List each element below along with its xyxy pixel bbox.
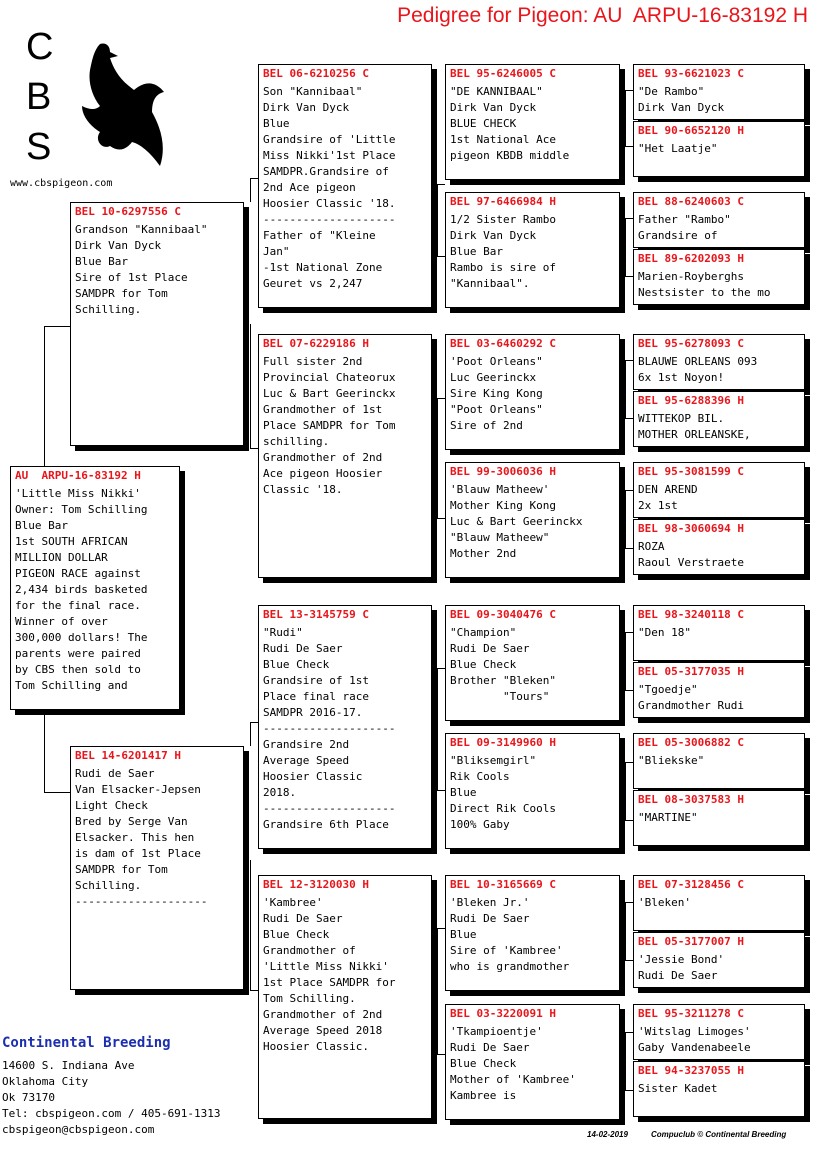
pigeon-silhouette-icon xyxy=(60,40,172,172)
pigeon-ring-number: BEL 10-6297556 C xyxy=(75,205,181,218)
pigeon-details: "Den 18" xyxy=(638,626,691,639)
great-great-grandparent-card[interactable] xyxy=(633,192,805,248)
pigeon-details: Father "Rambo" Grandsire of xyxy=(638,213,731,242)
great-grandparent-card[interactable] xyxy=(445,64,620,180)
great-great-grandparent-card[interactable] xyxy=(633,1004,805,1060)
pigeon-ring-number: BEL 06-6210256 C xyxy=(263,67,369,80)
pigeon-ring-number: BEL 05-3177035 H xyxy=(638,665,744,678)
great-great-grandparent-card[interactable] xyxy=(633,121,805,177)
great-grandparent-card[interactable] xyxy=(445,1004,620,1120)
pigeon-ring-number: BEL 08-3037583 H xyxy=(638,793,744,806)
pigeon-ring-number: BEL 13-3145759 C xyxy=(263,608,369,621)
great-great-grandparent-card[interactable] xyxy=(633,64,805,120)
great-great-grandparent-card[interactable] xyxy=(633,605,805,661)
pigeon-details: 'Witslag Limoges' Gaby Vandenabeele xyxy=(638,1025,751,1054)
grandparent-card[interactable] xyxy=(258,334,432,578)
pigeon-details: DEN AREND 2x 1st xyxy=(638,483,698,512)
pigeon-details: Son "Kannibaal" Dirk Van Dyck Blue Grandsire of 'Little Miss Nikki'1st Place SAMDPR.Grandsire of 2nd Ace pigeon Hoosier Classic '18. -------------------- Father of "Kleine Jan" -1st National Zone Geuret vs 2,247 xyxy=(263,85,396,290)
pigeon-ring-number: BEL 14-6201417 H xyxy=(75,749,181,762)
pigeon-details: Rudi de Saer Van Elsacker-Jepsen Light Check Bred by Serge Van Elsacker. This hen is dam of 1st Place SAMDPR for Tom Schilling. -------------------- xyxy=(75,767,208,908)
great-great-grandparent-card[interactable] xyxy=(633,519,805,575)
software-credit: Compuclub © Continental Breeding xyxy=(651,1130,787,1139)
pigeon-ring-number: BEL 09-3040476 C xyxy=(450,608,556,621)
pigeon-details: "Bliksemgirl" Rik Cools Blue Direct Rik Cools 100% Gaby xyxy=(450,754,556,831)
pigeon-ring-number: BEL 98-3240118 C xyxy=(638,608,744,621)
pigeon-details: "DE KANNIBAAL" Dirk Van Dyck BLUE CHECK 1st National Ace pigeon KBDB middle xyxy=(450,85,570,162)
pigeon-ring-number: BEL 88-6240603 C xyxy=(638,195,744,208)
pigeon-details: "Rudi" Rudi De Saer Blue Check Grandsire of 1st Place final race SAMDPR 2016-17. -------------------- Grandsire 2nd Average Speed Hoosier Classic 2018. -------------------- Grandsire 6th Place xyxy=(263,626,396,831)
pigeon-details: "Het Laatje" xyxy=(638,142,718,155)
pigeon-details: "Bliekske" xyxy=(638,754,705,767)
breeder-name: Continental Breeding xyxy=(2,1035,171,1051)
pigeon-ring-number: BEL 12-3120030 H xyxy=(263,878,369,891)
pigeon-ring-number: BEL 95-6278093 C xyxy=(638,337,744,350)
logo-letter-b: B xyxy=(26,76,52,118)
pigeon-ring-number: BEL 03-6460292 C xyxy=(450,337,556,350)
pigeon-ring-number: BEL 05-3177007 H xyxy=(638,935,744,948)
pigeon-ring-number: BEL 93-6621023 C xyxy=(638,67,744,80)
pigeon-details: 'Kambree' Rudi De Saer Blue Check Grandmother of 'Little Miss Nikki' 1st Place SAMDPR for Tom Schilling. Grandmother of 2nd Average Speed 2018 Hoosier Classic. xyxy=(263,896,396,1053)
pigeon-ring-number: BEL 95-3081599 C xyxy=(638,465,744,478)
pigeon-ring-number: BEL 99-3006036 H xyxy=(450,465,556,478)
great-grandparent-card[interactable] xyxy=(445,875,620,991)
pigeon-details: "MARTINE" xyxy=(638,811,698,824)
page-title: Pedigree for Pigeon: AU ARPU-16-83192 H xyxy=(397,4,808,27)
pigeon-details: "Tgoedje" Grandmother Rudi xyxy=(638,683,744,712)
pigeon-details: 1/2 Sister Rambo Dirk Van Dyck Blue Bar Rambo is sire of "Kannibaal". xyxy=(450,213,556,290)
dam-card[interactable] xyxy=(70,746,244,990)
pigeon-ring-number: BEL 10-3165669 C xyxy=(450,878,556,891)
pigeon-ring-number: BEL 95-3211278 C xyxy=(638,1007,744,1020)
pigeon-details: 'Tkampioentje' Rudi De Saer Blue Check Mother of 'Kambree' Kambree is xyxy=(450,1025,576,1102)
grandparent-card[interactable] xyxy=(258,605,432,849)
breeder-address-state: Ok 73170 xyxy=(2,1091,55,1104)
pigeon-ring-number: BEL 95-6246005 C xyxy=(450,67,556,80)
great-grandparent-card[interactable] xyxy=(445,334,620,450)
breeder-email[interactable]: cbspigeon@cbspigeon.com xyxy=(2,1123,155,1136)
pigeon-details: 'Bleken Jr.' Rudi De Saer Blue Sire of 'Kambree' who is grandmother xyxy=(450,896,570,973)
grandparent-card[interactable] xyxy=(258,875,432,1119)
pigeon-details: 'Jessie Bond' Rudi De Saer xyxy=(638,953,725,982)
great-great-grandparent-card[interactable] xyxy=(633,875,805,931)
website-link[interactable]: www.cbspigeon.com xyxy=(10,178,113,189)
great-great-grandparent-card[interactable] xyxy=(633,462,805,518)
breeder-address-city: Oklahoma City xyxy=(2,1075,89,1088)
pigeon-details: 'Bleken' xyxy=(638,896,691,909)
great-great-grandparent-card[interactable] xyxy=(633,932,805,988)
breeder-address-street: 14600 S. Indiana Ave xyxy=(2,1059,135,1072)
logo-letter-c: C xyxy=(26,26,54,68)
pigeon-details: Full sister 2nd Provincial Chateorux Luc & Bart Geerinckx Grandmother of 1st Place SAMDPR for Tom schilling. Grandmother of 2nd Ace pigeon Hoosier Classic '18. xyxy=(263,355,396,496)
pigeon-ring-number: BEL 07-6229186 H xyxy=(263,337,369,350)
logo-letter-s: S xyxy=(26,126,52,168)
great-great-grandparent-card[interactable] xyxy=(633,334,805,390)
pigeon-details: BLAUWE ORLEANS 093 6x 1st Noyon! xyxy=(638,355,758,384)
great-great-grandparent-card[interactable] xyxy=(633,249,805,305)
great-great-grandparent-card[interactable] xyxy=(633,790,805,846)
pigeon-details: WITTEKOP BIL. MOTHER ORLEANSKE, xyxy=(638,412,751,441)
great-grandparent-card[interactable] xyxy=(445,192,620,308)
pigeon-ring-number: BEL 07-3128456 C xyxy=(638,878,744,891)
pigeon-ring-number: BEL 89-6202093 H xyxy=(638,252,744,265)
pigeon-ring-number: BEL 95-6288396 H xyxy=(638,394,744,407)
pigeon-details: Sister Kadet xyxy=(638,1082,718,1095)
pigeon-ring-number: BEL 97-6466984 H xyxy=(450,195,556,208)
great-great-grandparent-card[interactable] xyxy=(633,662,805,718)
pigeon-ring-number: BEL 90-6652120 H xyxy=(638,124,744,137)
great-grandparent-card[interactable] xyxy=(445,605,620,721)
pigeon-details: 'Blauw Matheew' Mother King Kong Luc & Bart Geerinckx "Blauw Matheew" Mother 2nd xyxy=(450,483,583,560)
great-great-grandparent-card[interactable] xyxy=(633,733,805,789)
pigeon-details: "Champion" Rudi De Saer Blue Check Brother "Bleken" "Tours" xyxy=(450,626,556,703)
pigeon-ring-number: AU ARPU-16-83192 H xyxy=(15,469,141,482)
pigeon-ring-number: BEL 98-3060694 H xyxy=(638,522,744,535)
pigeon-details: Marien-Royberghs Nestsister to the mo xyxy=(638,270,771,299)
pigeon-ring-number: BEL 05-3006882 C xyxy=(638,736,744,749)
great-great-grandparent-card[interactable] xyxy=(633,391,805,447)
great-grandparent-card[interactable] xyxy=(445,462,620,578)
pigeon-ring-number: BEL 09-3149960 H xyxy=(450,736,556,749)
sire-card[interactable] xyxy=(70,202,244,446)
great-grandparent-card[interactable] xyxy=(445,733,620,849)
pigeon-ring-number: BEL 94-3237055 H xyxy=(638,1064,744,1077)
pigeon-details: 'Little Miss Nikki' Owner: Tom Schilling Blue Bar 1st SOUTH AFRICAN MILLION DOLLAR PIGEON RACE against 2,434 birds basketed for the final race. Winner of over 300,000 dollars! The parents were paired by CBS then sold to Tom Schilling and xyxy=(15,487,148,692)
pigeon-details: 'Poot Orleans" Luc Geerinckx Sire King Kong "Poot Orleans" Sire of 2nd xyxy=(450,355,543,432)
great-great-grandparent-card[interactable] xyxy=(633,1061,805,1117)
grandparent-card[interactable] xyxy=(258,64,432,308)
pigeon-ring-number: BEL 03-3220091 H xyxy=(450,1007,556,1020)
pigeon-details: Grandson "Kannibaal" Dirk Van Dyck Blue Bar Sire of 1st Place SAMDPR for Tom Schilling. xyxy=(75,223,208,316)
breeder-phone: Tel: cbspigeon.com / 405-691-1313 xyxy=(2,1107,221,1120)
pigeon-details: ROZA Raoul Verstraete xyxy=(638,540,744,569)
subject-pigeon-card[interactable] xyxy=(10,466,180,710)
print-date: 14-02-2019 xyxy=(587,1130,628,1139)
pigeon-details: "De Rambo" Dirk Van Dyck xyxy=(638,85,725,114)
